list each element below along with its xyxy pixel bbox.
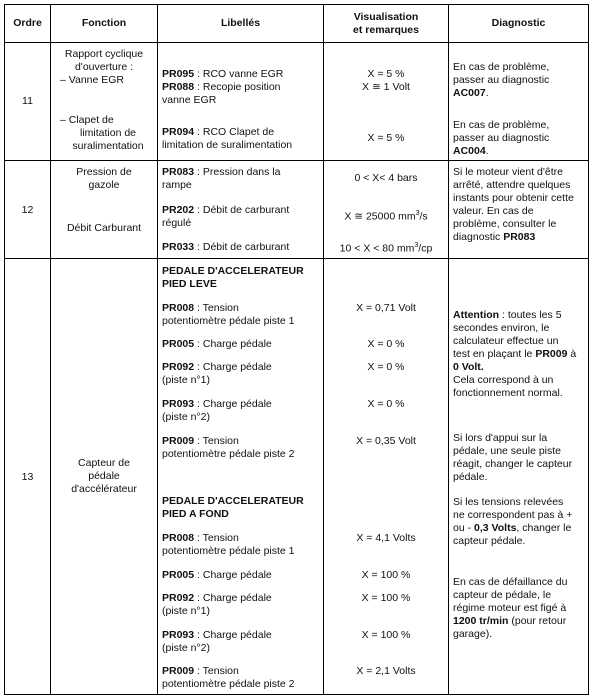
row12-fonction-line: Débit Carburant <box>66 222 142 234</box>
table-border-top <box>4 4 589 5</box>
row13-fonction-line: d'accélérateur <box>71 483 137 495</box>
row13-libelle: PR005 : Charge pédale <box>162 569 272 581</box>
row12-diagnostic-line: Si le moteur vient d'être <box>453 166 563 178</box>
row13-diagnostic-line: 0 Volt. <box>453 361 484 373</box>
row13-diagnostic-line: Cela correspond à un <box>453 374 554 386</box>
row12-diagnostic-line: problème, consulter le <box>453 218 557 230</box>
row11-libelle: PR088 : Recopie position <box>162 81 281 93</box>
parameter-code: PR005 <box>162 338 195 350</box>
table-border-right <box>588 4 589 695</box>
row13-diagnostic-line: En cas de défaillance du <box>453 576 568 588</box>
row11-libelle-cont: vanne EGR <box>162 94 217 106</box>
parameter-code: PR033 <box>162 241 195 253</box>
row12-libelle: PR083 : Pression dans la <box>162 166 281 178</box>
row11-fonction-line: limitation de <box>79 127 137 139</box>
row11-diagnostic-line: passer au diagnostic <box>453 132 550 144</box>
row13-diagnostic-line: Attention : toutes les 5 <box>453 309 562 321</box>
diagnostic-code: AC004 <box>453 145 486 157</box>
row13-value: X = 0 % <box>367 398 405 410</box>
section-pied-leve-title: PEDALE D'ACCELERATEUR <box>162 265 304 277</box>
header-fonction: Fonction <box>81 17 127 29</box>
row12-diagnostic-line: valeur. En cas de <box>453 205 534 217</box>
row11-fonction-line: – Vanne EGR <box>60 74 125 86</box>
row13-value: X = 2,1 Volts <box>356 665 416 677</box>
table-border-left <box>4 4 5 695</box>
row12-diagnostic-line: diagnostic PR083 <box>453 231 536 243</box>
column-divider <box>157 4 158 695</box>
row13-diagnostic-line: capteur pédale. <box>453 535 526 547</box>
row12-libelle-cont: régulé <box>162 217 192 229</box>
column-divider <box>448 4 449 695</box>
row13-diagnostic-line: pédale, une seule piste <box>453 445 561 457</box>
row12-fonction-line: gazole <box>88 179 120 191</box>
section-pied-a-fond-subtitle: PIED A FOND <box>162 508 229 520</box>
row13-value: X = 0,71 Volt <box>356 302 416 314</box>
parameter-code: PR093 <box>162 398 195 410</box>
row11-fonction-line: – Clapet de <box>60 114 114 126</box>
row11-fonction-line: Rapport cyclique <box>64 48 144 60</box>
row12-value: 10 < X < 80 $mm^3/cp$ <box>339 242 433 255</box>
header-libelles: Libellés <box>220 17 261 29</box>
parameter-code: PR092 <box>162 361 195 373</box>
row12-libelle-cont: rampe <box>162 179 192 191</box>
row13-libelle-cont: potentiomètre pédale piste 1 <box>162 545 295 557</box>
header-diagnostic: Diagnostic <box>491 17 546 29</box>
row13-libelle-cont: (piste n°1) <box>162 374 210 386</box>
section-pied-a-fond-title: PEDALE D'ACCELERATEUR <box>162 495 304 507</box>
row13-diagnostic-line: Si les tensions relevées <box>453 496 564 508</box>
parameter-code: PR092 <box>162 592 195 604</box>
parameter-code: PR083 <box>162 166 195 178</box>
row13-diagnostic-line: 1200 tr/min (pour retour <box>453 615 567 627</box>
row13-diagnostic-line: garage). <box>453 628 493 640</box>
row12-value: X ≅ 25000 $mm^3/s$ <box>344 210 428 223</box>
row11-diagnostic-line: passer au diagnostic <box>453 74 550 86</box>
diagnostic-code: PR083 <box>503 231 536 243</box>
row13-diagnostic-line: calculateur effectue un <box>453 335 559 347</box>
row11-diagnostic-line: En cas de problème, <box>453 61 550 73</box>
row13-fonction-line: Capteur de <box>78 457 130 469</box>
row13-value: X = 0 % <box>367 361 405 373</box>
row-divider <box>4 160 589 161</box>
parameter-code: PR008 <box>162 532 195 544</box>
row13-diagnostic-line: fonctionnement normal. <box>453 387 563 399</box>
row12-ordre: 12 <box>21 204 34 216</box>
row13-libelle-cont: potentiomètre pédale piste 1 <box>162 315 295 327</box>
row13-value: X = 0,35 Volt <box>356 435 416 447</box>
row11-value: X = 5 % <box>367 132 405 144</box>
row11-diagnostic-line: AC007. <box>453 87 489 99</box>
row11-libelle-cont: limitation de suralimentation <box>162 139 293 151</box>
row13-libelle-cont: (piste n°1) <box>162 605 210 617</box>
row13-fonction-line: pédale <box>88 470 120 482</box>
diagnostic-table <box>4 4 589 695</box>
row12-libelle: PR033 : Débit de carburant <box>162 241 290 253</box>
row13-libelle: PR005 : Charge pédale <box>162 338 272 350</box>
row13-value: X = 100 % <box>361 629 411 641</box>
row11-libelle: PR095 : RCO vanne EGR <box>162 68 284 80</box>
header-remarques: et remarques <box>353 24 419 36</box>
row11-diagnostic-line: AC004. <box>453 145 489 157</box>
column-divider <box>50 4 51 695</box>
row13-value: X = 100 % <box>361 592 411 604</box>
section-pied-leve-subtitle: PIED LEVE <box>162 278 217 290</box>
row13-ordre: 13 <box>21 471 34 483</box>
row13-diagnostic-line: capteur de pédale, le <box>453 589 552 601</box>
parameter-code: PR202 <box>162 204 195 216</box>
row13-diagnostic-line: réagit, changer le capteur <box>453 458 573 470</box>
row13-libelle: PR009 : Tension <box>162 665 239 677</box>
row-divider <box>4 258 589 259</box>
row13-value: X = 0 % <box>367 338 405 350</box>
row13-libelle: PR093 : Charge pédale <box>162 398 272 410</box>
row11-diagnostic-line: En cas de problème, <box>453 119 550 131</box>
row13-libelle-cont: (piste n°2) <box>162 411 210 423</box>
row11-ordre: 11 <box>22 95 33 107</box>
row13-libelle-cont: (piste n°2) <box>162 642 210 654</box>
row13-diagnostic-line: pédale. <box>453 471 488 483</box>
parameter-code: PR008 <box>162 302 195 314</box>
row13-libelle: PR093 : Charge pédale <box>162 629 272 641</box>
parameter-code: PR005 <box>162 569 195 581</box>
parameter-code: PR094 <box>162 126 195 138</box>
row13-diagnostic-line: régime moteur est figé à <box>453 602 567 614</box>
parameter-code: PR009 <box>162 435 195 447</box>
parameter-code: PR088 <box>162 81 195 93</box>
row13-value: X = 100 % <box>361 569 411 581</box>
row13-diagnostic-line: ne correspondent pas à + <box>453 509 573 521</box>
header-ordre: Ordre <box>13 17 42 29</box>
row11-value: X ≅ 1 Volt <box>362 81 410 93</box>
row13-diagnostic-line: ou - 0,3 Volts, changer le <box>453 522 572 534</box>
row11-fonction-line: suralimentation <box>72 140 144 152</box>
row12-diagnostic-line: instants pour obtenir cette <box>453 192 574 204</box>
row11-value: X = 5 % <box>367 68 405 80</box>
row12-diagnostic-line: arrêté, attendre quelques <box>453 179 571 191</box>
parameter-code: PR009 <box>535 348 568 360</box>
row13-libelle: PR008 : Tension <box>162 532 239 544</box>
header-visualisation: Visualisation <box>353 11 419 23</box>
row13-libelle-cont: potentiomètre pédale piste 2 <box>162 448 295 460</box>
row13-libelle: PR009 : Tension <box>162 435 239 447</box>
row12-value: 0 < X< 4 bars <box>354 172 418 184</box>
header-divider <box>4 42 589 43</box>
row13-libelle-cont: potentiomètre pédale piste 2 <box>162 678 295 690</box>
row12-libelle: PR202 : Débit de carburant <box>162 204 290 216</box>
row11-fonction-line: d'ouverture : <box>74 61 134 73</box>
parameter-code: PR095 <box>162 68 195 80</box>
diagnostic-code: AC007 <box>453 87 486 99</box>
row13-libelle: PR092 : Charge pédale <box>162 361 272 373</box>
row11-libelle: PR094 : RCO Clapet de <box>162 126 275 138</box>
row13-libelle: PR092 : Charge pédale <box>162 592 272 604</box>
row12-fonction-line: Pression de <box>76 166 132 178</box>
row13-value: X = 4,1 Volts <box>356 532 416 544</box>
row13-libelle: PR008 : Tension <box>162 302 239 314</box>
parameter-code: PR093 <box>162 629 195 641</box>
parameter-code: PR009 <box>162 665 195 677</box>
row13-diagnostic-line: Si lors d'appui sur la <box>453 432 548 444</box>
table-border-bottom <box>4 694 589 695</box>
row13-diagnostic-line: secondes environ, le <box>453 322 550 334</box>
row13-diagnostic-line: test en plaçant le PR009 à <box>453 348 577 360</box>
